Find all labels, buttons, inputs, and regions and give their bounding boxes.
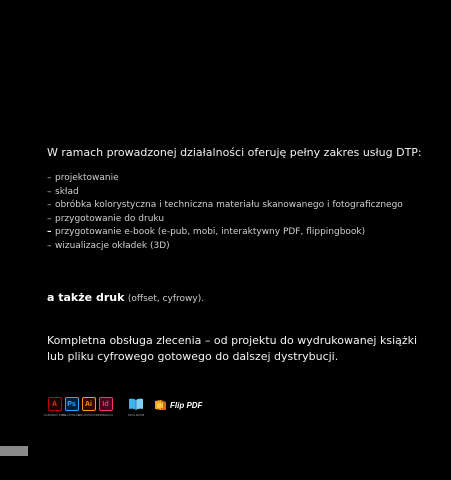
list-item: [47, 199, 403, 213]
print-offer-bold: a także druk: [47, 291, 125, 304]
intro-text: W ramach prowadzonej działalności oferuję pełny zakres usług DTP:: [47, 146, 422, 159]
bullet-dash: –: [47, 213, 52, 224]
print-offer: [47, 291, 204, 306]
services-list: [47, 172, 403, 253]
ebook-caption: SIGIL EPUB: [127, 413, 145, 417]
service-label: przygotowanie do druku: [55, 213, 165, 224]
illustrator-caption: ILLUSTRATOR: [78, 413, 99, 417]
flip-pdf-icon: [154, 399, 167, 411]
list-item: [47, 186, 403, 200]
service-label: projektowanie: [55, 173, 119, 183]
bullet-dash: –: [47, 173, 52, 183]
acrobat-logo: [43, 397, 66, 417]
acrobat-caption: ACROBAT PRO: [43, 413, 66, 417]
illustrator-logo: [78, 397, 99, 417]
service-label: wizualizacje okładek (3D): [55, 240, 170, 251]
flip-pdf-label: Flip PDF: [170, 400, 203, 410]
summary-line-1: Kompletna obsługa zlecenia – od projektu do wydrukowanej książki: [47, 334, 418, 347]
bullet-dash: –: [47, 186, 52, 197]
bullet-dash: –: [47, 240, 52, 251]
service-label: przygotowanie e-book (e-pub, mobi, interaktywny PDF, flippingbook): [55, 227, 366, 237]
scroll-edge-bar[interactable]: [0, 446, 28, 456]
photoshop-logo: [61, 397, 82, 417]
ebook-logo: [127, 397, 145, 417]
summary-line-2: lub pliku cyfrowego gotowego do dalszej dystrybucji.: [47, 350, 339, 363]
photoshop-icon: Ps: [65, 397, 79, 411]
print-offer-note: (offset, cyfrowy).: [127, 294, 205, 304]
list-item: [47, 213, 403, 227]
bullet-dash: –: [47, 200, 52, 210]
indesign-caption: INDESIGN: [98, 413, 113, 417]
open-book-icon: [128, 397, 144, 411]
list-item: [47, 240, 403, 254]
service-label: skład: [55, 186, 79, 197]
list-item: [47, 172, 403, 186]
flip-pdf-logo: [154, 397, 202, 413]
indesign-icon: Id: [99, 397, 113, 411]
indesign-logo: [98, 397, 113, 417]
service-label: obróbka kolorystyczna i techniczna materiału skanowanego i fotograficznego: [55, 200, 403, 210]
illustrator-icon: Ai: [82, 397, 96, 411]
software-logos: [43, 397, 203, 423]
acrobat-icon: A: [48, 397, 62, 411]
summary-text: [47, 333, 417, 365]
list-item: [47, 226, 403, 240]
bullet-dash: –: [47, 227, 52, 237]
photoshop-caption: PHOTOSHOP: [61, 413, 82, 417]
